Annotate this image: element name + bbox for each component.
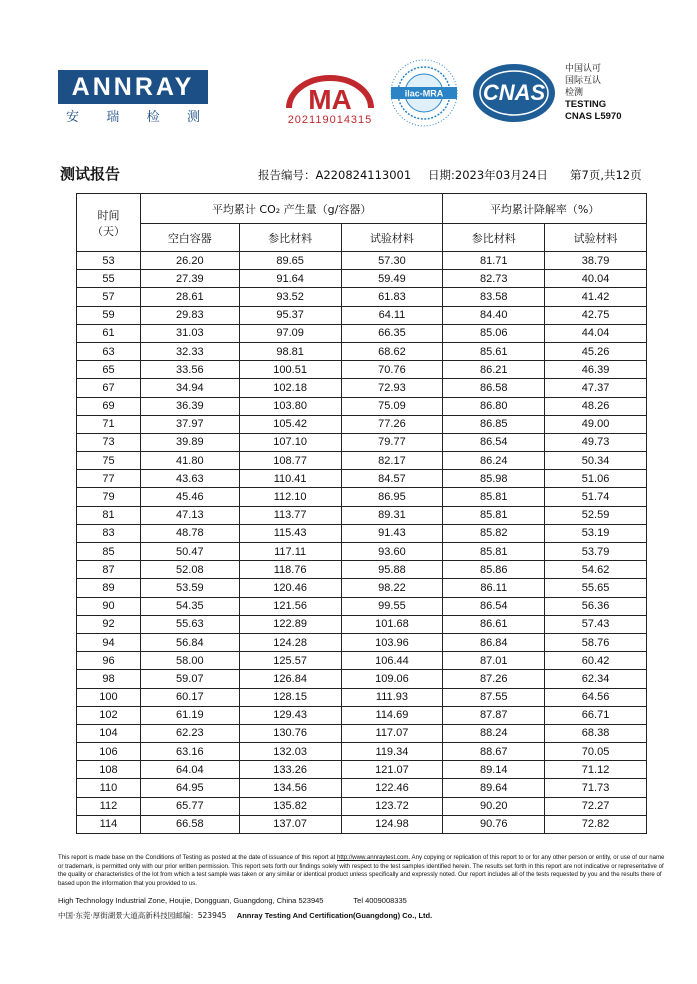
reference-degradation-cell: 90.20 <box>443 797 545 815</box>
time-cell: 110 <box>77 779 141 797</box>
time-cell: 63 <box>77 342 141 360</box>
table-row <box>77 488 647 506</box>
legal-note-text: Any copying or replication of this report to or for any other person or entity, or use of our name or trademark, is permitted only with our prior written permission. This report sets forth our findings solely with respect to the test samples identified herein. The results set forth in this report are not indicative or representative of the quality or characteristics of the lot from which a test sample was taken or any similar or identical product unless specifically and expressly noted. Our report includes all of the tests requested by you and the results there of based upon the information that you provided to us. <box>58 854 665 887</box>
test-degradation-cell: 53.19 <box>545 524 647 542</box>
blank-co2-cell: 27.39 <box>140 270 239 288</box>
table-row <box>77 579 647 597</box>
time-cell: 79 <box>77 488 141 506</box>
co2-group-header: 平均累计 CO₂ 产生量（g/容器） <box>140 194 442 224</box>
test-degradation-cell: 38.79 <box>545 252 647 270</box>
reference-co2-cell: 95.37 <box>239 306 341 324</box>
reference-degradation-cell: 85.98 <box>443 470 545 488</box>
reference-co2-cell: 135.82 <box>239 797 341 815</box>
cnas-line: 国际互认 <box>565 76 602 86</box>
test-co2-cell: 61.83 <box>341 288 443 306</box>
reference-co2-cell: 93.52 <box>239 288 341 306</box>
reference-co2-cell: 91.64 <box>239 270 341 288</box>
test-co2-cell: 91.43 <box>341 524 443 542</box>
test-co2-cell: 70.76 <box>341 361 443 379</box>
reference-co2-cell: 105.42 <box>239 415 341 433</box>
reference-degradation-cell: 86.54 <box>443 433 545 451</box>
test-co2-cell: 106.44 <box>341 652 443 670</box>
brand-sub-char: 测 <box>186 110 200 125</box>
reference-degradation-cell: 85.81 <box>443 506 545 524</box>
reference-degradation-cell: 88.24 <box>443 724 545 742</box>
test-co2-cell: 95.88 <box>341 561 443 579</box>
table-row <box>77 270 647 288</box>
table-row <box>77 543 647 561</box>
test-degradation-cell: 54.62 <box>545 561 647 579</box>
test-co2-cell: 68.62 <box>341 342 443 360</box>
blank-co2-cell: 52.08 <box>140 561 239 579</box>
ilac-text: ilac-MRA <box>404 88 444 99</box>
blank-co2-cell: 32.33 <box>140 342 239 360</box>
table-row <box>77 506 647 524</box>
ma-text: MA <box>308 84 352 114</box>
test-degradation-cell: 58.76 <box>545 633 647 651</box>
reference-degradation-cell: 87.26 <box>443 670 545 688</box>
test-degradation-cell: 70.05 <box>545 743 647 761</box>
reference-degradation-cell: 85.61 <box>443 342 545 360</box>
table-body <box>77 252 647 834</box>
table-row <box>77 342 647 360</box>
footer-address <box>58 896 435 905</box>
cnas-logo <box>471 62 557 124</box>
blank-co2-cell: 37.97 <box>140 415 239 433</box>
blank-co2-cell: 47.13 <box>140 506 239 524</box>
time-cell: 85 <box>77 543 141 561</box>
blank-co2-cell: 61.19 <box>140 706 239 724</box>
reference-degradation-cell: 85.82 <box>443 524 545 542</box>
test-co2-cell: 66.35 <box>341 324 443 342</box>
footer-address-cn <box>58 910 432 921</box>
reference-degradation-cell: 88.67 <box>443 743 545 761</box>
test-co2-cell: 64.11 <box>341 306 443 324</box>
blank-co2-cell: 45.46 <box>140 488 239 506</box>
page-indicator: 第7页,共12页 <box>570 168 642 182</box>
reference-material-header: 参比材料 <box>443 224 545 252</box>
ilac-mra-logo <box>389 58 459 128</box>
test-co2-cell: 103.96 <box>341 633 443 651</box>
table-row <box>77 252 647 270</box>
test-co2-cell: 75.09 <box>341 397 443 415</box>
reference-material-header: 参比材料 <box>239 224 341 252</box>
table-row <box>77 561 647 579</box>
reference-degradation-cell: 84.40 <box>443 306 545 324</box>
brand-sub-char: 检 <box>146 110 160 125</box>
time-header-unit: （天） <box>91 224 125 238</box>
reference-degradation-cell: 87.01 <box>443 652 545 670</box>
time-cell: 71 <box>77 415 141 433</box>
test-degradation-cell: 64.56 <box>545 688 647 706</box>
reference-degradation-cell: 86.54 <box>443 597 545 615</box>
test-co2-cell: 111.93 <box>341 688 443 706</box>
test-co2-cell: 101.68 <box>341 615 443 633</box>
table-row <box>77 761 647 779</box>
test-degradation-cell: 55.65 <box>545 579 647 597</box>
test-degradation-cell: 62.34 <box>545 670 647 688</box>
test-degradation-cell: 46.39 <box>545 361 647 379</box>
table-row <box>77 379 647 397</box>
reference-degradation-cell: 89.64 <box>443 779 545 797</box>
blank-co2-cell: 64.04 <box>140 761 239 779</box>
blank-co2-cell: 65.77 <box>140 797 239 815</box>
blank-co2-cell: 62.23 <box>140 724 239 742</box>
reference-degradation-cell: 82.73 <box>443 270 545 288</box>
table-row <box>77 706 647 724</box>
reference-co2-cell: 128.15 <box>239 688 341 706</box>
time-cell: 81 <box>77 506 141 524</box>
time-cell: 83 <box>77 524 141 542</box>
blank-co2-cell: 63.16 <box>140 743 239 761</box>
cnas-accreditation-text <box>565 63 622 123</box>
test-co2-cell: 123.72 <box>341 797 443 815</box>
test-degradation-cell: 44.04 <box>545 324 647 342</box>
test-co2-cell: 59.49 <box>341 270 443 288</box>
blank-container-header: 空白容器 <box>140 224 239 252</box>
blank-co2-cell: 54.35 <box>140 597 239 615</box>
address-english: High Technology Industrial Zone, Houjie, Dongguan, Guangdong, China 523945 <box>58 896 324 905</box>
blank-co2-cell: 26.20 <box>140 252 239 270</box>
test-co2-cell: 124.98 <box>341 815 443 833</box>
time-cell: 55 <box>77 270 141 288</box>
reference-co2-cell: 112.10 <box>239 488 341 506</box>
reference-degradation-cell: 86.24 <box>443 452 545 470</box>
brand-sub-char: 瑞 <box>106 110 120 125</box>
reference-degradation-cell: 81.71 <box>443 252 545 270</box>
time-cell: 90 <box>77 597 141 615</box>
time-header <box>77 194 141 252</box>
annray-logo-subtitle <box>58 106 208 125</box>
table-row <box>77 415 647 433</box>
reference-co2-cell: 120.46 <box>239 579 341 597</box>
test-material-header: 试验材料 <box>341 224 443 252</box>
blank-co2-cell: 34.94 <box>140 379 239 397</box>
reference-degradation-cell: 86.11 <box>443 579 545 597</box>
blank-co2-cell: 41.80 <box>140 452 239 470</box>
test-co2-cell: 79.77 <box>341 433 443 451</box>
reference-degradation-cell: 87.87 <box>443 706 545 724</box>
report-number: 报告编号：A220824113001 <box>258 168 412 182</box>
test-degradation-cell: 57.43 <box>545 615 647 633</box>
test-co2-cell: 82.17 <box>341 452 443 470</box>
reference-co2-cell: 102.18 <box>239 379 341 397</box>
legal-note-text: This report is made base on the Conditions of Testing as posted at the date of issuance of this report at <box>58 854 338 861</box>
blank-co2-cell: 60.17 <box>140 688 239 706</box>
results-table <box>76 193 647 834</box>
time-cell: 59 <box>77 306 141 324</box>
test-co2-cell: 84.57 <box>341 470 443 488</box>
reference-degradation-cell: 85.81 <box>443 488 545 506</box>
test-degradation-cell: 68.38 <box>545 724 647 742</box>
test-degradation-cell: 49.73 <box>545 433 647 451</box>
reference-degradation-cell: 86.85 <box>443 415 545 433</box>
test-degradation-cell: 51.06 <box>545 470 647 488</box>
time-cell: 69 <box>77 397 141 415</box>
test-co2-cell: 57.30 <box>341 252 443 270</box>
cnas-line: CNAS L5970 <box>565 111 622 122</box>
table-row <box>77 597 647 615</box>
ma-number: 202119014315 <box>287 114 373 126</box>
test-degradation-cell: 71.73 <box>545 779 647 797</box>
test-co2-cell: 119.34 <box>341 743 443 761</box>
reference-degradation-cell: 83.58 <box>443 288 545 306</box>
reference-co2-cell: 103.80 <box>239 397 341 415</box>
reference-degradation-cell: 86.21 <box>443 361 545 379</box>
reference-co2-cell: 133.26 <box>239 761 341 779</box>
reference-co2-cell: 134.56 <box>239 779 341 797</box>
test-co2-cell: 72.93 <box>341 379 443 397</box>
time-cell: 77 <box>77 470 141 488</box>
table-row <box>77 670 647 688</box>
reference-co2-cell: 137.07 <box>239 815 341 833</box>
table-row <box>77 724 647 742</box>
blank-co2-cell: 36.39 <box>140 397 239 415</box>
blank-co2-cell: 59.07 <box>140 670 239 688</box>
table-row <box>77 361 647 379</box>
reference-co2-cell: 108.77 <box>239 452 341 470</box>
table-row <box>77 815 647 833</box>
test-co2-cell: 114.69 <box>341 706 443 724</box>
reference-co2-cell: 129.43 <box>239 706 341 724</box>
test-degradation-cell: 60.42 <box>545 652 647 670</box>
reference-degradation-cell: 85.06 <box>443 324 545 342</box>
cnas-line: 中国认可 <box>565 64 602 74</box>
test-degradation-cell: 50.34 <box>545 452 647 470</box>
table-row <box>77 288 647 306</box>
blank-co2-cell: 33.56 <box>140 361 239 379</box>
website-link[interactable]: http://www.annraytest.com. <box>337 854 411 861</box>
test-degradation-cell: 52.59 <box>545 506 647 524</box>
time-cell: 108 <box>77 761 141 779</box>
table-row <box>77 779 647 797</box>
blank-co2-cell: 43.63 <box>140 470 239 488</box>
reference-co2-cell: 132.03 <box>239 743 341 761</box>
test-degradation-cell: 72.82 <box>545 815 647 833</box>
reference-degradation-cell: 86.58 <box>443 379 545 397</box>
blank-co2-cell: 39.89 <box>140 433 239 451</box>
table-row <box>77 688 647 706</box>
time-cell: 65 <box>77 361 141 379</box>
test-degradation-cell: 71.12 <box>545 761 647 779</box>
legal-note <box>58 854 670 888</box>
company-name: Annray Testing And Certification(Guangdong) Co., Ltd. <box>236 911 433 920</box>
test-degradation-cell: 45.26 <box>545 342 647 360</box>
time-cell: 106 <box>77 743 141 761</box>
test-degradation-cell: 51.74 <box>545 488 647 506</box>
time-cell: 100 <box>77 688 141 706</box>
time-cell: 94 <box>77 633 141 651</box>
reference-co2-cell: 115.43 <box>239 524 341 542</box>
reference-degradation-cell: 90.76 <box>443 815 545 833</box>
time-cell: 61 <box>77 324 141 342</box>
test-co2-cell: 98.22 <box>341 579 443 597</box>
table-row <box>77 615 647 633</box>
test-degradation-cell: 40.04 <box>545 270 647 288</box>
blank-co2-cell: 29.83 <box>140 306 239 324</box>
reference-co2-cell: 107.10 <box>239 433 341 451</box>
time-cell: 89 <box>77 579 141 597</box>
time-header-label: 时间 <box>97 208 120 222</box>
blank-co2-cell: 64.95 <box>140 779 239 797</box>
time-cell: 104 <box>77 724 141 742</box>
test-co2-cell: 122.46 <box>341 779 443 797</box>
test-co2-cell: 117.07 <box>341 724 443 742</box>
test-co2-cell: 99.55 <box>341 597 443 615</box>
table-row <box>77 652 647 670</box>
test-degradation-cell: 42.75 <box>545 306 647 324</box>
time-cell: 73 <box>77 433 141 451</box>
reference-co2-cell: 89.65 <box>239 252 341 270</box>
blank-co2-cell: 58.00 <box>140 652 239 670</box>
table-row <box>77 433 647 451</box>
table-row <box>77 324 647 342</box>
reference-co2-cell: 126.84 <box>239 670 341 688</box>
reference-degradation-cell: 89.14 <box>443 761 545 779</box>
time-cell: 57 <box>77 288 141 306</box>
test-co2-cell: 89.31 <box>341 506 443 524</box>
test-degradation-cell: 56.36 <box>545 597 647 615</box>
time-cell: 102 <box>77 706 141 724</box>
telephone: Tel 4009008335 <box>353 896 407 905</box>
degradation-group-header: 平均累计降解率（%） <box>443 194 647 224</box>
reference-degradation-cell: 87.55 <box>443 688 545 706</box>
blank-co2-cell: 66.58 <box>140 815 239 833</box>
table-row <box>77 633 647 651</box>
test-degradation-cell: 47.37 <box>545 379 647 397</box>
ma-certification-logo <box>283 68 377 114</box>
reference-co2-cell: 122.89 <box>239 615 341 633</box>
reference-degradation-cell: 85.81 <box>443 543 545 561</box>
report-date: 日期:2023年03月24日 <box>428 168 548 182</box>
test-degradation-cell: 49.00 <box>545 415 647 433</box>
test-degradation-cell: 66.71 <box>545 706 647 724</box>
test-degradation-cell: 41.42 <box>545 288 647 306</box>
reference-co2-cell: 121.56 <box>239 597 341 615</box>
reference-co2-cell: 97.09 <box>239 324 341 342</box>
time-cell: 98 <box>77 670 141 688</box>
time-cell: 67 <box>77 379 141 397</box>
blank-co2-cell: 28.61 <box>140 288 239 306</box>
brand-sub-char: 安 <box>66 110 80 125</box>
report-title: 测试报告 <box>60 165 121 183</box>
reference-co2-cell: 98.81 <box>239 342 341 360</box>
time-cell: 112 <box>77 797 141 815</box>
test-co2-cell: 93.60 <box>341 543 443 561</box>
reference-co2-cell: 100.51 <box>239 361 341 379</box>
reference-co2-cell: 130.76 <box>239 724 341 742</box>
annray-logo: ANNRAY <box>58 70 208 104</box>
blank-co2-cell: 56.84 <box>140 633 239 651</box>
table-row <box>77 470 647 488</box>
test-material-header: 试验材料 <box>545 224 647 252</box>
time-cell: 114 <box>77 815 141 833</box>
blank-co2-cell: 50.47 <box>140 543 239 561</box>
reference-co2-cell: 124.28 <box>239 633 341 651</box>
table-row <box>77 743 647 761</box>
time-cell: 75 <box>77 452 141 470</box>
table-row <box>77 306 647 324</box>
table-row <box>77 397 647 415</box>
table-row <box>77 524 647 542</box>
test-degradation-cell: 72.27 <box>545 797 647 815</box>
test-co2-cell: 86.95 <box>341 488 443 506</box>
test-degradation-cell: 48.26 <box>545 397 647 415</box>
reference-degradation-cell: 85.86 <box>443 561 545 579</box>
reference-degradation-cell: 86.80 <box>443 397 545 415</box>
table-row <box>77 452 647 470</box>
reference-co2-cell: 110.41 <box>239 470 341 488</box>
blank-co2-cell: 31.03 <box>140 324 239 342</box>
test-co2-cell: 121.07 <box>341 761 443 779</box>
time-cell: 92 <box>77 615 141 633</box>
reference-degradation-cell: 86.84 <box>443 633 545 651</box>
table-row <box>77 797 647 815</box>
address-chinese: 中国·东莞·厚街湖景大道高新科技园邮编：523945 <box>58 911 227 920</box>
time-cell: 96 <box>77 652 141 670</box>
blank-co2-cell: 48.78 <box>140 524 239 542</box>
blank-co2-cell: 53.59 <box>140 579 239 597</box>
reference-degradation-cell: 86.61 <box>443 615 545 633</box>
test-co2-cell: 109.06 <box>341 670 443 688</box>
reference-co2-cell: 118.76 <box>239 561 341 579</box>
time-cell: 87 <box>77 561 141 579</box>
cnas-line: 检测 <box>565 88 584 98</box>
cnas-line: TESTING <box>565 99 607 110</box>
reference-co2-cell: 125.57 <box>239 652 341 670</box>
test-degradation-cell: 53.79 <box>545 543 647 561</box>
test-co2-cell: 77.26 <box>341 415 443 433</box>
reference-co2-cell: 113.77 <box>239 506 341 524</box>
cnas-text: CNAS <box>482 80 546 105</box>
blank-co2-cell: 55.63 <box>140 615 239 633</box>
time-cell: 53 <box>77 252 141 270</box>
reference-co2-cell: 117.11 <box>239 543 341 561</box>
